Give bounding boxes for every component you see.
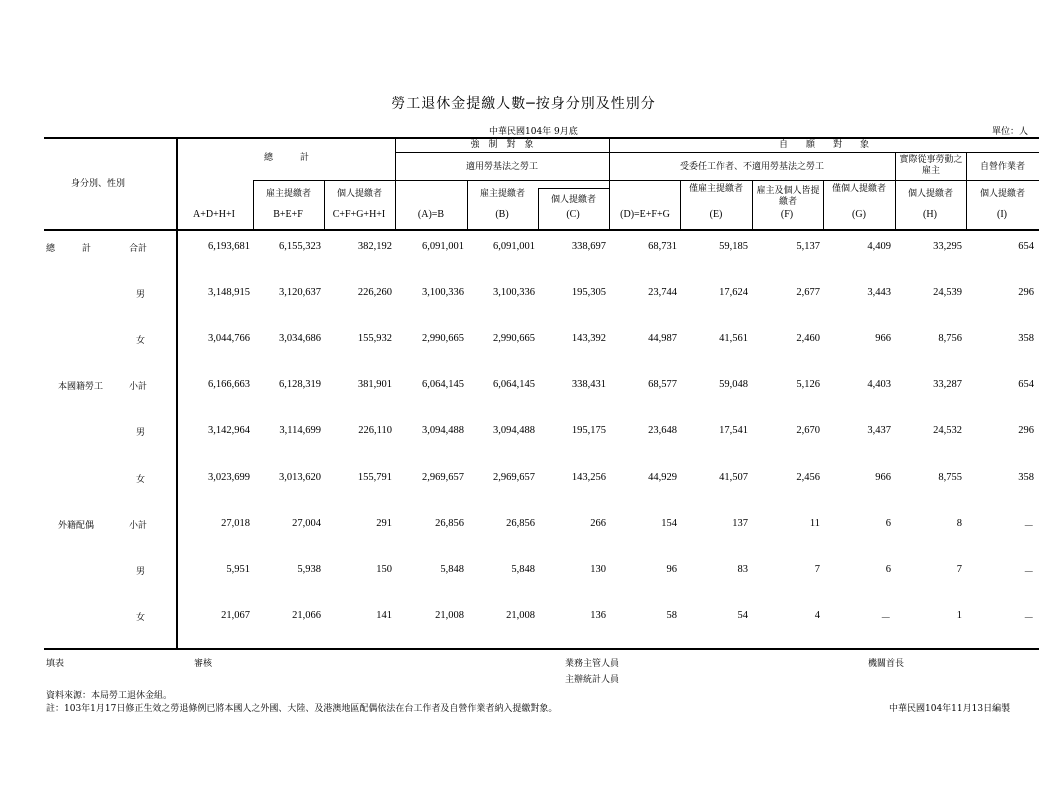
row-sub-label: 男 [136, 290, 146, 300]
table-cell: 6,091,001 [493, 241, 535, 252]
table-cell: 291 [376, 518, 392, 529]
table-cell: 130 [590, 564, 606, 575]
only-employer-header: 僅雇主提繳者 [688, 184, 743, 194]
table-cell: 4,403 [867, 379, 891, 390]
table-cell: 3,120,637 [279, 287, 321, 298]
header-vrule [680, 180, 681, 229]
table-cell: 11 [809, 518, 820, 529]
footnote: 註：103年1月17日修正生效之勞退條例已將本國人之外國、大陸、及港澳地區配偶依法在台工作者及自營作業者納入提繳對象。 [46, 704, 558, 714]
table-cell: 17,624 [719, 287, 748, 298]
table-cell: 5,848 [511, 564, 535, 575]
agency-head-label: 機關首長 [868, 659, 905, 669]
header-rule [395, 152, 1039, 153]
table-top-rule [44, 137, 1039, 139]
table-cell: 143,392 [571, 333, 606, 344]
row-sub-label: 女 [136, 336, 146, 346]
table-cell: 26,856 [435, 518, 464, 529]
table-cell: 41,507 [719, 472, 748, 483]
table-cell: 41,561 [719, 333, 748, 344]
non-lsa-header: 受委任工作者、不適用勞基法之勞工 [679, 162, 824, 172]
row-sub-label: 男 [136, 567, 146, 577]
table-cell: 226,110 [358, 425, 392, 436]
row-sub-label: 合計 [129, 244, 148, 254]
table-cell: 3,114,699 [279, 425, 321, 436]
column-code: C+F+G+H+I [332, 209, 386, 220]
table-cell: 5,848 [440, 564, 464, 575]
table-cell: 21,067 [221, 610, 250, 621]
table-cell: － [1023, 521, 1034, 532]
table-cell: 3,100,336 [493, 287, 535, 298]
table-cell: 150 [376, 564, 392, 575]
table-cell: 6,193,681 [208, 241, 250, 252]
column-code: (B) [495, 209, 509, 220]
table-cell: 2,460 [796, 333, 820, 344]
table-cell: 5,126 [796, 379, 820, 390]
column-code: (H) [923, 209, 937, 220]
table-cell: 21,008 [506, 610, 535, 621]
table-cell: 96 [666, 564, 677, 575]
row-sub-label: 女 [136, 613, 146, 623]
employer-and-individual-header: 雇主及個人皆提繳者 [756, 186, 820, 207]
table-cell: 143,256 [571, 472, 606, 483]
row-sub-label: 小計 [129, 521, 148, 531]
row-sub-label: 小計 [129, 382, 148, 392]
table-cell: － [1023, 567, 1034, 578]
table-cell: 358 [1018, 333, 1034, 344]
table-cell: 6,128,319 [279, 379, 321, 390]
self-individual-header: 個人提繳者 [979, 189, 1025, 199]
table-cell: 6 [885, 518, 891, 529]
filler-label: 填表 [46, 659, 65, 669]
table-cell: 68,731 [648, 241, 677, 252]
table-cell: 6 [885, 564, 891, 575]
only-individual-header: 僅個人提繳者 [831, 184, 886, 194]
table-cell: 2,456 [796, 472, 820, 483]
table-cell: 24,532 [933, 425, 962, 436]
row-group-label: 本國籍勞工 [58, 382, 104, 392]
table-cell: 2,990,665 [422, 333, 464, 344]
lsa-employer-header: 雇主提繳者 [479, 189, 525, 199]
table-cell: 3,437 [867, 425, 891, 436]
table-cell: 3,100,336 [422, 287, 464, 298]
table-cell: 966 [875, 333, 891, 344]
table-cell: 2,670 [796, 425, 820, 436]
data-source: 資料來源：本局勞工退休金組。 [46, 691, 173, 701]
table-cell: 23,744 [648, 287, 677, 298]
table-cell: 21,008 [435, 610, 464, 621]
table-cell: 966 [875, 472, 891, 483]
self-employed-header: 自營作業者 [979, 162, 1025, 172]
statistician-label: 主辦統計人員 [565, 675, 620, 685]
table-cell: 54 [737, 610, 748, 621]
table-cell: 266 [590, 518, 606, 529]
table-cell: 27,004 [292, 518, 321, 529]
table-cell: 1 [956, 610, 962, 621]
header-vrule [324, 180, 325, 229]
table-cell: 24,539 [933, 287, 962, 298]
table-cell: 27,018 [221, 518, 250, 529]
table-cell: 2,677 [796, 287, 820, 298]
table-cell: 59,048 [719, 379, 748, 390]
table-cell: 7 [956, 564, 962, 575]
header-rule [609, 180, 1039, 181]
stub-divider [176, 138, 178, 649]
table-cell: 154 [661, 518, 677, 529]
column-code: (C) [566, 209, 580, 220]
column-code: (A)=B [417, 209, 445, 220]
table-cell: 654 [1018, 241, 1034, 252]
table-cell: 5,938 [297, 564, 321, 575]
table-cell: 338,431 [571, 379, 606, 390]
table-cell: 3,443 [867, 287, 891, 298]
table-cell: 59,185 [719, 241, 748, 252]
table-cell: 3,034,686 [279, 333, 321, 344]
header-bottom-rule [44, 229, 1039, 231]
unit-label: 單位：人 [992, 127, 1029, 137]
header-vrule [752, 180, 753, 229]
table-cell: 5,137 [796, 241, 820, 252]
row-sub-label: 男 [136, 428, 146, 438]
table-cell: 141 [376, 610, 392, 621]
compiled-date: 中華民國104年11月13日編製 [889, 704, 1011, 714]
table-cell: 195,175 [571, 425, 606, 436]
header-vrule [253, 180, 254, 229]
column-code: (F) [780, 209, 794, 220]
table-cell: 8,755 [938, 472, 962, 483]
table-cell: 3,013,620 [279, 472, 321, 483]
employer-contrib-header: 雇主提繳者 [265, 189, 311, 199]
header-vrule [467, 180, 468, 229]
report-period: 中華民國104年 9月底 [489, 127, 578, 137]
column-code: B+E+F [273, 209, 303, 220]
table-cell: 3,094,488 [422, 425, 464, 436]
mandatory-header: 強 制 對 象 [470, 140, 534, 150]
column-code: (D)=E+F+G [620, 209, 670, 220]
voluntary-header: 自 願 對 象 [778, 140, 869, 150]
table-cell: － [880, 613, 891, 624]
table-cell: 195,305 [571, 287, 606, 298]
table-cell: 358 [1018, 472, 1034, 483]
lsa-individual-header: 個人提繳者 [550, 195, 596, 205]
table-cell: 21,066 [292, 610, 321, 621]
table-cell: 381,901 [357, 379, 392, 390]
table-cell: 6,064,145 [493, 379, 535, 390]
table-cell: 33,287 [933, 379, 962, 390]
header-rule [538, 188, 609, 189]
row-header-label: 身分別、性別 [71, 179, 126, 189]
table-cell: 2,969,657 [493, 472, 535, 483]
table-cell: 26,856 [506, 518, 535, 529]
table-cell: 58 [666, 610, 677, 621]
table-cell: 155,932 [357, 333, 392, 344]
table-cell: 4 [814, 610, 820, 621]
table-cell: 44,929 [648, 472, 677, 483]
table-cell: － [1023, 613, 1034, 624]
table-cell: 6,091,001 [422, 241, 464, 252]
table-cell: 44,987 [648, 333, 677, 344]
row-group-label: 外籍配偶 [58, 521, 95, 531]
table-cell: 4,409 [867, 241, 891, 252]
table-cell: 296 [1018, 287, 1034, 298]
table-cell: 8 [956, 518, 962, 529]
table-cell: 5,951 [226, 564, 250, 575]
table-bottom-rule [44, 648, 1039, 650]
table-cell: 6,166,663 [208, 379, 250, 390]
actual-employer-header: 實際從事勞動之雇主 [899, 155, 963, 176]
header-rule [395, 180, 609, 181]
lsa-workers-header: 適用勞基法之勞工 [465, 162, 538, 172]
table-cell: 382,192 [357, 241, 392, 252]
table-cell: 136 [590, 610, 606, 621]
table-cell: 6,064,145 [422, 379, 464, 390]
table-cell: 137 [732, 518, 748, 529]
table-cell: 226,260 [357, 287, 392, 298]
table-cell: 7 [814, 564, 820, 575]
table-cell: 3,142,964 [208, 425, 250, 436]
table-cell: 3,023,699 [208, 472, 250, 483]
actual-individual-header: 個人提繳者 [907, 189, 953, 199]
table-cell: 6,155,323 [279, 241, 321, 252]
table-cell: 8,756 [938, 333, 962, 344]
table-cell: 338,697 [571, 241, 606, 252]
column-code: A+D+H+I [193, 209, 235, 220]
total-header: 總 計 [263, 153, 309, 163]
table-cell: 155,791 [357, 472, 392, 483]
table-cell: 3,148,915 [208, 287, 250, 298]
header-vrule [823, 180, 824, 229]
table-cell: 33,295 [933, 241, 962, 252]
column-code: (E) [709, 209, 723, 220]
column-code: (I) [997, 209, 1007, 220]
table-cell: 3,094,488 [493, 425, 535, 436]
supervisor-label: 業務主管人員 [565, 659, 620, 669]
table-cell: 68,577 [648, 379, 677, 390]
table-cell: 83 [737, 564, 748, 575]
table-cell: 2,969,657 [422, 472, 464, 483]
individual-contrib-header: 個人提繳者 [336, 189, 382, 199]
reviewer-label: 審核 [194, 659, 213, 669]
row-sub-label: 女 [136, 475, 146, 485]
table-cell: 654 [1018, 379, 1034, 390]
row-group-label: 總 計 [46, 244, 92, 254]
table-cell: 2,990,665 [493, 333, 535, 344]
table-cell: 23,648 [648, 425, 677, 436]
table-cell: 3,044,766 [208, 333, 250, 344]
report-title: 勞工退休金提繳人數─按身分別及性別分 [391, 96, 656, 112]
table-cell: 296 [1018, 425, 1034, 436]
column-code: (G) [852, 209, 866, 220]
table-cell: 17,541 [719, 425, 748, 436]
